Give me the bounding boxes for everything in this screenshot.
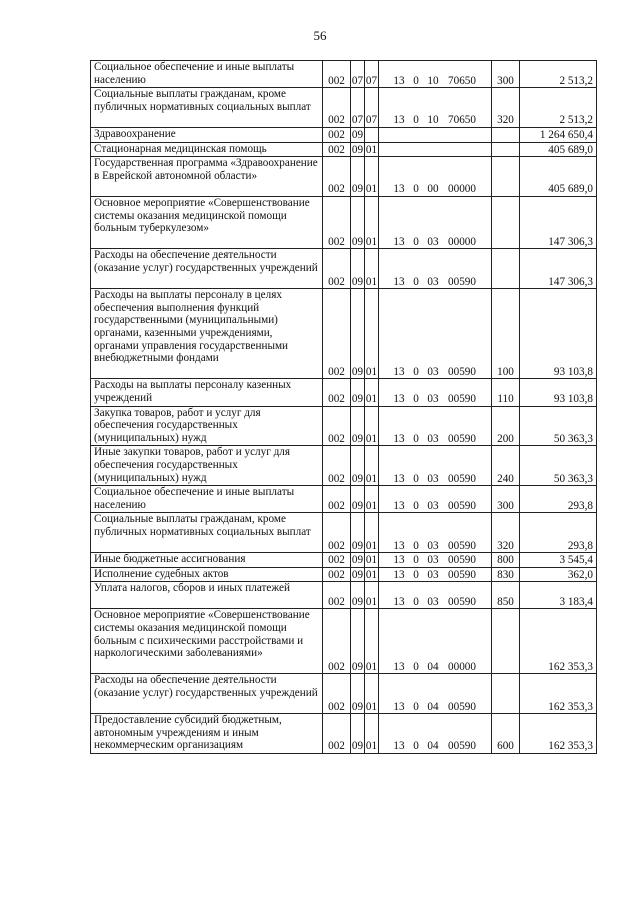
department-code: 002	[323, 567, 351, 582]
amount: 50 363,3	[520, 406, 597, 446]
target-article-part: 0	[413, 275, 419, 288]
target-article-code	[379, 289, 492, 379]
target-article-part: 00590	[448, 392, 476, 405]
expense-name: Исполнение судебных актов	[91, 567, 323, 582]
expense-name: Расходы на обеспечение деятельности (оказание услуг) государственных учреждений	[91, 249, 323, 289]
expense-type-code	[492, 127, 520, 142]
amount: 293,8	[520, 486, 597, 513]
target-article-part: 00590	[448, 472, 476, 485]
target-article-part: 10	[427, 114, 439, 127]
target-article-code	[379, 486, 492, 513]
expense-name: Социальное обеспечение и иные выплаты населению	[91, 61, 323, 88]
subsection-code: 01	[365, 289, 379, 379]
target-article-part: 04	[427, 660, 439, 673]
target-article-part: 03	[427, 365, 439, 378]
subsection-code: 01	[365, 196, 379, 248]
expense-type-code: 240	[492, 446, 520, 486]
department-code: 002	[323, 249, 351, 289]
target-article-part: 00590	[448, 275, 476, 288]
section-code: 09	[351, 157, 365, 197]
target-article-part: 13	[393, 114, 405, 127]
amount: 162 353,3	[520, 674, 597, 714]
section-code: 09	[351, 486, 365, 513]
expense-type-code: 850	[492, 582, 520, 609]
section-code: 07	[351, 88, 365, 128]
target-article-part: 0	[413, 472, 419, 485]
expense-type-code: 830	[492, 567, 520, 582]
target-article-part: 0	[413, 740, 419, 753]
subsection-code: 07	[365, 88, 379, 128]
target-article-part: 00000	[448, 183, 476, 196]
target-article-part: 00590	[448, 365, 476, 378]
subsection-code: 01	[365, 249, 379, 289]
target-article-part: 00590	[448, 740, 476, 753]
amount: 1 264 650,4	[520, 127, 597, 142]
table-row	[91, 379, 597, 406]
table-row	[91, 553, 597, 568]
table-row	[91, 582, 597, 609]
expense-name: Государственная программа «Здравоохранение в Еврейской автономной области»	[91, 157, 323, 197]
section-code: 09	[351, 582, 365, 609]
target-article-part: 00590	[448, 499, 476, 512]
section-code: 09	[351, 568, 364, 581]
subsection-code: 01	[365, 446, 379, 486]
amount: 50 363,3	[520, 446, 597, 486]
target-article-part: 0	[413, 365, 419, 378]
table-row	[91, 486, 597, 513]
department-code: 002	[323, 61, 351, 88]
amount: 162 353,3	[520, 609, 597, 674]
table-row	[91, 406, 597, 446]
target-article-part: 03	[427, 275, 439, 288]
table-row	[91, 127, 597, 142]
subsection-code: 07	[365, 61, 379, 88]
expense-type-code	[492, 142, 520, 157]
expense-name: Социальные выплаты гражданам, кроме публичных нормативных социальных выплат	[91, 88, 323, 128]
target-article-part: 00590	[448, 700, 476, 713]
target-article-part: 13	[393, 568, 405, 581]
target-article-part: 03	[427, 554, 439, 567]
amount: 293,8	[520, 513, 597, 553]
subsection-code: 01	[365, 674, 379, 714]
expense-type-code: 600	[492, 714, 520, 754]
target-article-code	[379, 406, 492, 446]
target-article-code	[379, 196, 492, 248]
department-code: 002	[323, 289, 351, 379]
table-row	[91, 142, 597, 157]
target-article-part: 0	[413, 114, 419, 127]
target-article-part: 0	[413, 568, 419, 581]
target-article-part: 13	[393, 554, 405, 567]
target-article-code	[379, 582, 492, 609]
target-article-part: 13	[393, 472, 405, 485]
amount: 2 513,2	[520, 88, 597, 128]
target-article-part: 0	[413, 539, 419, 552]
expense-name: Расходы на обеспечение деятельности (оказание услуг) государственных учреждений	[91, 674, 323, 714]
target-article-part: 13	[393, 660, 405, 673]
target-article-part: 13	[393, 275, 405, 288]
target-article-part: 04	[427, 740, 439, 753]
section-code: 09	[351, 674, 365, 714]
target-article-code	[379, 249, 492, 289]
department-code: 002	[323, 674, 351, 714]
amount: 93 103,8	[520, 379, 597, 406]
target-article-part: 13	[393, 740, 405, 753]
table-row	[91, 61, 597, 88]
budget-table	[90, 60, 597, 754]
amount: 2 513,2	[520, 61, 597, 88]
table-row	[91, 157, 597, 197]
amount: 147 306,3	[520, 249, 597, 289]
target-article-part: 03	[427, 595, 439, 608]
section-code: 09	[351, 196, 365, 248]
department-code: 002	[323, 127, 351, 142]
table-body	[91, 61, 597, 754]
expense-name: Основное мероприятие «Совершенствование системы оказания медицинской помощи больным с психическими расстройствами и наркологическими заболеваниями»	[91, 609, 323, 674]
section-code: 09	[351, 379, 365, 406]
expense-name: Социальное обеспечение и иные выплаты населению	[91, 486, 323, 513]
target-article-part: 03	[427, 539, 439, 552]
target-article-part: 10	[427, 74, 439, 87]
target-article-part: 13	[393, 700, 405, 713]
section-code: 09	[351, 128, 364, 141]
table-row	[91, 446, 597, 486]
department-code: 002	[323, 196, 351, 248]
subsection-code: 01	[365, 609, 379, 674]
target-article-part: 03	[427, 392, 439, 405]
department-code: 002	[323, 582, 351, 609]
expense-name: Расходы на выплаты персоналу в целях обеспечения выполнения функций государственными (муниципальными) органами, казенными учреждениями, органами управления государственными внебюджетными фондами	[91, 289, 323, 379]
table-row	[91, 249, 597, 289]
target-article-part: 70650	[448, 114, 476, 127]
table-row	[91, 674, 597, 714]
target-article-part: 13	[393, 432, 405, 445]
target-article-part: 00000	[448, 660, 476, 673]
target-article-part: 0	[413, 700, 419, 713]
target-article-code	[379, 379, 492, 406]
table-row	[91, 88, 597, 128]
expense-type-code	[492, 249, 520, 289]
target-article-part: 0	[413, 554, 419, 567]
expense-type-code	[492, 609, 520, 674]
target-article-part: 03	[427, 235, 439, 248]
subsection-code: 01	[365, 143, 378, 156]
department-code: 002	[323, 142, 351, 157]
target-article-part: 03	[427, 499, 439, 512]
target-article-part: 13	[393, 595, 405, 608]
target-article-part: 13	[393, 499, 405, 512]
target-article-part: 00590	[448, 432, 476, 445]
target-article-code	[379, 714, 492, 754]
expense-name: Основное мероприятие «Совершенствование системы оказания медицинской помощи больным туберкулезом»	[91, 196, 323, 248]
subsection-code: 01	[365, 582, 379, 609]
target-article-part: 0	[413, 499, 419, 512]
target-article-part: 03	[427, 432, 439, 445]
section-code: 09	[351, 554, 364, 567]
subsection-code: 01	[365, 157, 379, 197]
target-article-part: 00590	[448, 554, 476, 567]
target-article-part: 13	[393, 365, 405, 378]
department-code: 002	[323, 714, 351, 754]
amount: 362,0	[520, 567, 597, 582]
department-code: 002	[323, 513, 351, 553]
target-article-code	[379, 127, 492, 142]
table-row	[91, 609, 597, 674]
section-code: 07	[351, 61, 365, 88]
subsection-code: 01	[365, 714, 379, 754]
target-article-part: 0	[413, 660, 419, 673]
expense-name: Социальные выплаты гражданам, кроме публичных нормативных социальных выплат	[91, 513, 323, 553]
department-code: 002	[323, 88, 351, 128]
expense-name: Иные бюджетные ассигнования	[91, 553, 323, 568]
expense-name: Закупка товаров, работ и услуг для обеспечения государственных (муниципальных) нужд	[91, 406, 323, 446]
table-row	[91, 196, 597, 248]
section-code: 09	[351, 406, 365, 446]
expense-type-code: 320	[492, 88, 520, 128]
expense-type-code: 320	[492, 513, 520, 553]
department-code: 002	[323, 553, 351, 568]
target-article-part: 13	[393, 392, 405, 405]
expense-type-code: 110	[492, 379, 520, 406]
expense-name: Здравоохранение	[91, 127, 323, 142]
section-code: 09	[351, 289, 365, 379]
amount: 93 103,8	[520, 289, 597, 379]
subsection-code: 01	[365, 568, 378, 581]
expense-type-code	[492, 674, 520, 714]
table-row	[91, 513, 597, 553]
target-article-code	[379, 567, 492, 582]
department-code: 002	[323, 609, 351, 674]
target-article-part: 00590	[448, 539, 476, 552]
expense-name: Стационарная медицинская помощь	[91, 142, 323, 157]
department-code: 002	[323, 486, 351, 513]
department-code: 002	[323, 379, 351, 406]
department-code: 002	[323, 157, 351, 197]
table-row	[91, 714, 597, 754]
expense-name: Уплата налогов, сборов и иных платежей	[91, 582, 323, 609]
target-article-part: 04	[427, 700, 439, 713]
target-article-part: 00	[427, 183, 439, 196]
target-article-code	[379, 446, 492, 486]
section-code: 09	[351, 513, 365, 553]
subsection-code: 01	[365, 554, 378, 567]
expense-type-code: 200	[492, 406, 520, 446]
section-code: 09	[351, 609, 365, 674]
target-article-part: 00590	[448, 568, 476, 581]
table-row	[91, 567, 597, 582]
target-article-code	[379, 674, 492, 714]
expense-type-code: 300	[492, 61, 520, 88]
expense-type-code	[492, 157, 520, 197]
target-article-part: 13	[393, 235, 405, 248]
target-article-code	[379, 142, 492, 157]
subsection-code: 01	[365, 406, 379, 446]
expense-type-code	[492, 196, 520, 248]
target-article-part: 13	[393, 539, 405, 552]
target-article-code	[379, 157, 492, 197]
amount: 3 545,4	[520, 553, 597, 568]
target-article-part: 70650	[448, 74, 476, 87]
section-code: 09	[351, 143, 364, 156]
target-article-part: 13	[393, 74, 405, 87]
expense-name: Расходы на выплаты персоналу казенных учреждений	[91, 379, 323, 406]
target-article-part: 03	[427, 472, 439, 485]
target-article-code	[379, 88, 492, 128]
subsection-code	[365, 127, 379, 142]
table-row	[91, 289, 597, 379]
amount: 147 306,3	[520, 196, 597, 248]
amount: 405 689,0	[520, 142, 597, 157]
target-article-part: 0	[413, 235, 419, 248]
target-article-part: 0	[413, 392, 419, 405]
subsection-code: 01	[365, 379, 379, 406]
expense-name: Предоставление субсидий бюджетным, автономным учреждениям и иным некоммерческим организациям	[91, 714, 323, 754]
subsection-code: 01	[365, 486, 379, 513]
expense-type-code: 100	[492, 289, 520, 379]
amount: 162 353,3	[520, 714, 597, 754]
target-article-part: 0	[413, 432, 419, 445]
section-code: 09	[351, 714, 365, 754]
target-article-code	[379, 513, 492, 553]
expense-type-code: 300	[492, 486, 520, 513]
department-code: 002	[323, 446, 351, 486]
target-article-part: 00590	[448, 595, 476, 608]
amount: 3 183,4	[520, 582, 597, 609]
target-article-code	[379, 609, 492, 674]
target-article-part: 0	[413, 183, 419, 196]
section-code: 09	[351, 249, 365, 289]
expense-type-code: 800	[492, 553, 520, 568]
amount: 405 689,0	[520, 157, 597, 197]
target-article-part: 03	[427, 568, 439, 581]
subsection-code: 01	[365, 513, 379, 553]
page-number: 56	[313, 28, 327, 43]
target-article-part: 0	[413, 74, 419, 87]
department-code: 002	[323, 406, 351, 446]
target-article-part: 0	[413, 595, 419, 608]
section-code: 09	[351, 446, 365, 486]
target-article-part: 13	[393, 183, 405, 196]
target-article-code	[379, 553, 492, 568]
target-article-code	[379, 61, 492, 88]
target-article-part: 00000	[448, 235, 476, 248]
expense-name: Иные закупки товаров, работ и услуг для обеспечения государственных (муниципальных) нужд	[91, 446, 323, 486]
